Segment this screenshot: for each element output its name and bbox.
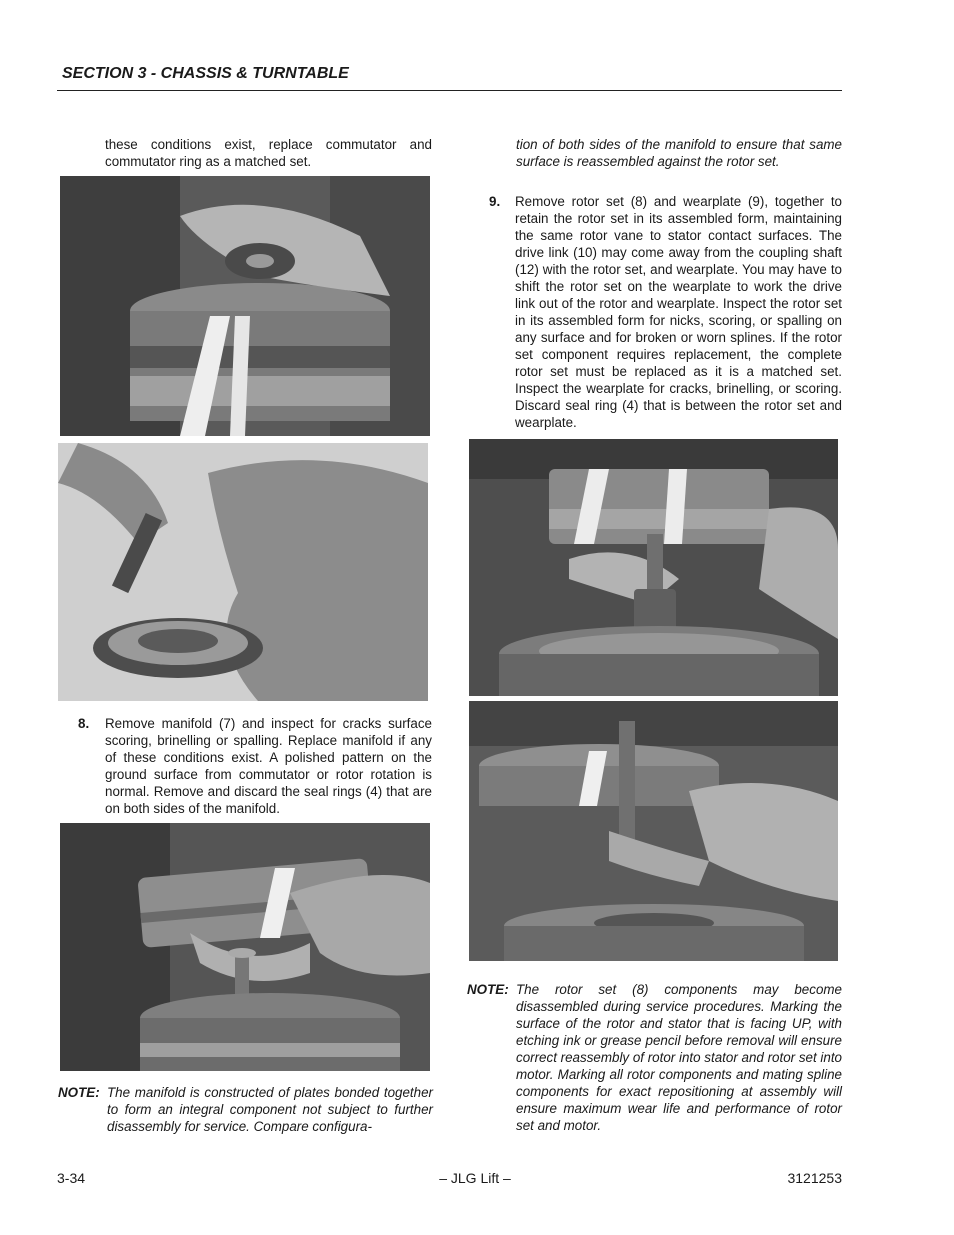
continued-note: tion of both sides of the manifold to ensure that same surface is reassembled against the rotor set. bbox=[516, 137, 842, 169]
photo-seal-removal bbox=[58, 443, 428, 701]
note-text-left: The manifold is constructed of plates bonded together to form an integral component not subject to further disassembly for service. Compare configura- bbox=[107, 1085, 433, 1134]
photo-commutator-ring bbox=[60, 176, 430, 436]
header-divider bbox=[57, 90, 842, 91]
photo-rotor-set-lift bbox=[469, 439, 838, 696]
section-title: SECTION 3 - CHASSIS & TURNTABLE bbox=[62, 65, 349, 82]
step-8-number: 8. bbox=[78, 716, 90, 731]
step-9-number: 9. bbox=[489, 194, 501, 209]
continued-paragraph: these conditions exist, replace commutator and commutator ring as a matched set. bbox=[105, 137, 432, 169]
page-number: 3-34 bbox=[57, 1170, 86, 1186]
footer-center-text: – JLG Lift – bbox=[439, 1170, 511, 1186]
document-number: 3121253 bbox=[787, 1170, 842, 1186]
note-label-right: NOTE: bbox=[467, 982, 509, 997]
note-text-right: The rotor set (8) components may become disassembled during service procedures. Marking the surface of the rotor and stator that is facing UP, with etching ink or grease pencil before removal will ensure correct reassembly of rotor into stator and rotor set into motor. Marking all rotor components and mating spline components for exact repositioning at assembly will ensure maximum wear life and performance of rotor set and motor. bbox=[516, 982, 842, 1133]
note-label-left: NOTE: bbox=[58, 1085, 100, 1100]
step-8-text: Remove manifold (7) and inspect for cracks surface scoring, brinelling or spalling. Replace manifold if any of these conditions exist. A polished pattern on the ground surface from commutator or rotor rotation is normal. Remove and discard the seal rings (4) that are on both sides of the manifold. bbox=[105, 716, 432, 816]
photo-rotor-wearplate bbox=[469, 701, 838, 961]
step-9-text: Remove rotor set (8) and wearplate (9), together to retain the rotor set in its assembled form, maintaining the same rotor vane to stator contact surfaces. The drive link (10) may come away from the coupling shaft (12) with the rotor set, and wearplate. You may have to shift the rotor set on the wearplate to work the drive link out of the rotor and wearplate. Inspect the rotor set in its assembled form for nicks, scoring, or spalling on any surface and for broken or worn splines. If the rotor set component requires replacement, the complete rotor set must be replaced as it is a matched set. Inspect the wearplate for cracks, brinelling, or scoring. Discard seal ring (4) that is between the rotor set and wearplate. bbox=[515, 194, 842, 430]
photo-manifold-removal bbox=[60, 823, 430, 1071]
